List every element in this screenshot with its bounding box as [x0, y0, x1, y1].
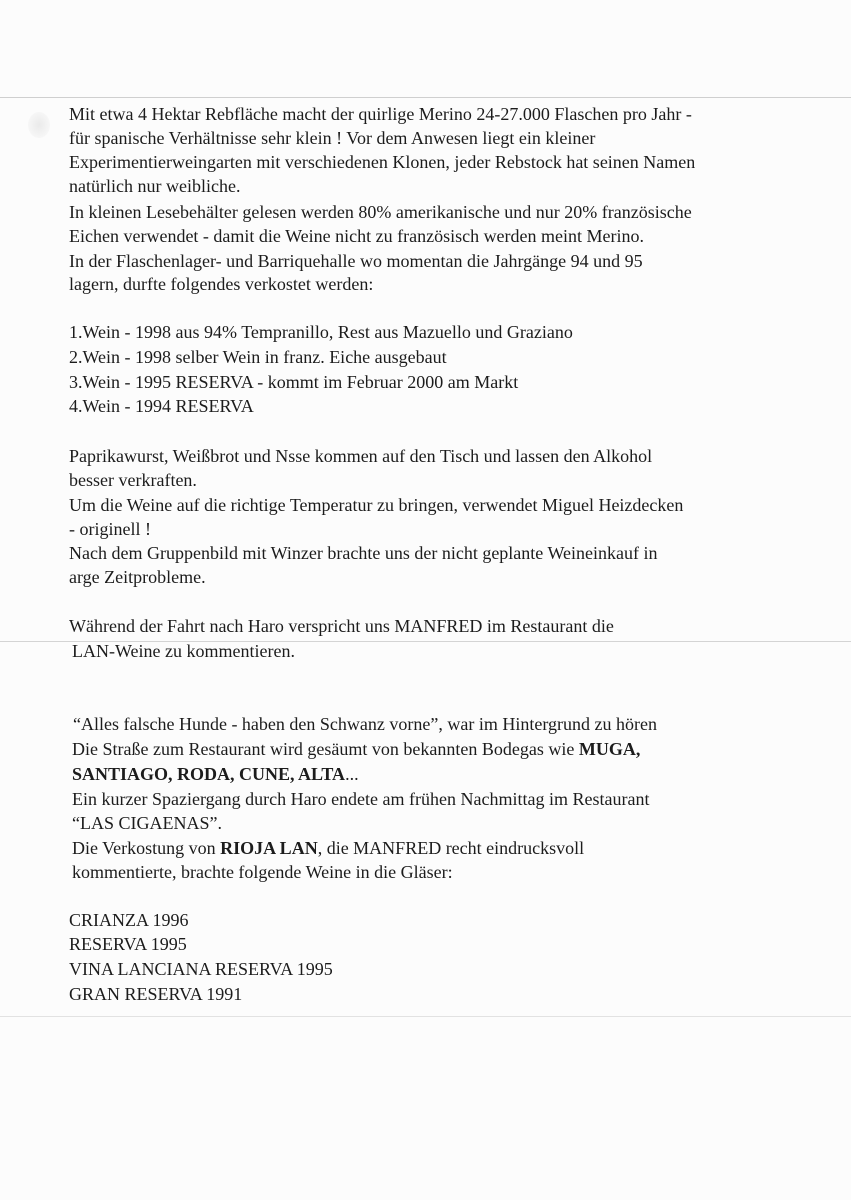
wine-list-item: 4.Wein - 1994 RESERVA — [69, 396, 254, 416]
quote-line: “Alles falsche Hunde - haben den Schwanz vorne”, war im Hintergrund zu hören — [73, 714, 657, 734]
text-line: Mit etwa 4 Hektar Rebfläche macht der quirlige Merino 24-27.000 Flaschen pro Jahr - — [69, 104, 692, 124]
wine-list-item: CRIANZA 1996 — [69, 910, 189, 930]
wine-list-item: RESERVA 1995 — [69, 934, 187, 954]
text-line: lagern, durfte folgendes verkostet werden: — [69, 274, 374, 294]
text-line: Während der Fahrt nach Haro verspricht uns MANFRED im Restaurant die — [69, 616, 614, 636]
scan-smudge — [28, 112, 50, 138]
bodega-names: SANTIAGO, RODA, CUNE, ALTA — [72, 764, 346, 784]
text-line: In kleinen Lesebehälter gelesen werden 80% amerikanische und nur 20% französische — [69, 202, 692, 222]
text-line — [72, 763, 359, 785]
text-line: Paprikawurst, Weißbrot und Nsse kommen auf den Tisch und lassen den Alkohol — [69, 446, 653, 466]
text-line — [72, 837, 584, 859]
text-line: arge Zeitprobleme. — [69, 567, 206, 587]
text-span: , die MANFRED recht eindrucksvoll — [317, 838, 585, 858]
wine-list-item: 3.Wein - 1995 RESERVA - kommt im Februar 2000 am Markt — [69, 372, 519, 392]
text-span: Die Straße zum Restaurant wird gesäumt von bekannten Bodegas wie — [72, 739, 579, 759]
text-line: Ein kurzer Spaziergang durch Haro endete am frühen Nachmittag im Restaurant — [72, 789, 650, 809]
text-line — [72, 738, 640, 760]
winery-name: RIOJA LAN — [220, 838, 318, 858]
text-line: besser verkraften. — [69, 470, 197, 490]
text-line: In der Flaschenlager- und Barriquehalle wo momentan die Jahrgänge 94 und 95 — [69, 251, 643, 271]
wine-list-item: VINA LANCIANA RESERVA 1995 — [69, 959, 333, 979]
text-line: kommentierte, brachte folgende Weine in die Gläser: — [72, 862, 453, 882]
bodega-names: MUGA, — [578, 739, 641, 759]
restaurant-name: “LAS CIGAENAS”. — [72, 813, 222, 833]
text-line: natürlich nur weibliche. — [69, 176, 241, 196]
wine-list-item: 2.Wein - 1998 selber Wein in franz. Eiche ausgebaut — [69, 347, 447, 367]
wine-list-item: GRAN RESERVA 1991 — [69, 984, 243, 1004]
text-line: für spanische Verhältnisse sehr klein ! Vor dem Anwesen liegt ein kleiner — [69, 128, 596, 148]
text-span: ... — [345, 764, 359, 784]
text-line: Eichen verwendet - damit die Weine nicht zu französisch werden meint Merino. — [69, 226, 645, 246]
text-span: Die Verkostung von — [72, 838, 221, 858]
text-line: LAN-Weine zu kommentieren. — [72, 641, 295, 661]
text-line: Nach dem Gruppenbild mit Winzer brachte uns der nicht geplante Weineinkauf in — [69, 543, 658, 563]
text-line: Um die Weine auf die richtige Temperatur zu bringen, verwendet Miguel Heizdecken — [69, 495, 684, 515]
page-fold-bottom — [0, 1016, 851, 1017]
text-line: - originell ! — [69, 519, 151, 539]
text-line: Experimentierweingarten mit verschiedenen Klonen, jeder Rebstock hat seinen Namen — [69, 152, 696, 172]
page-fold-top — [0, 97, 851, 98]
wine-list-item: 1.Wein - 1998 aus 94% Tempranillo, Rest aus Mazuello und Graziano — [69, 322, 573, 342]
